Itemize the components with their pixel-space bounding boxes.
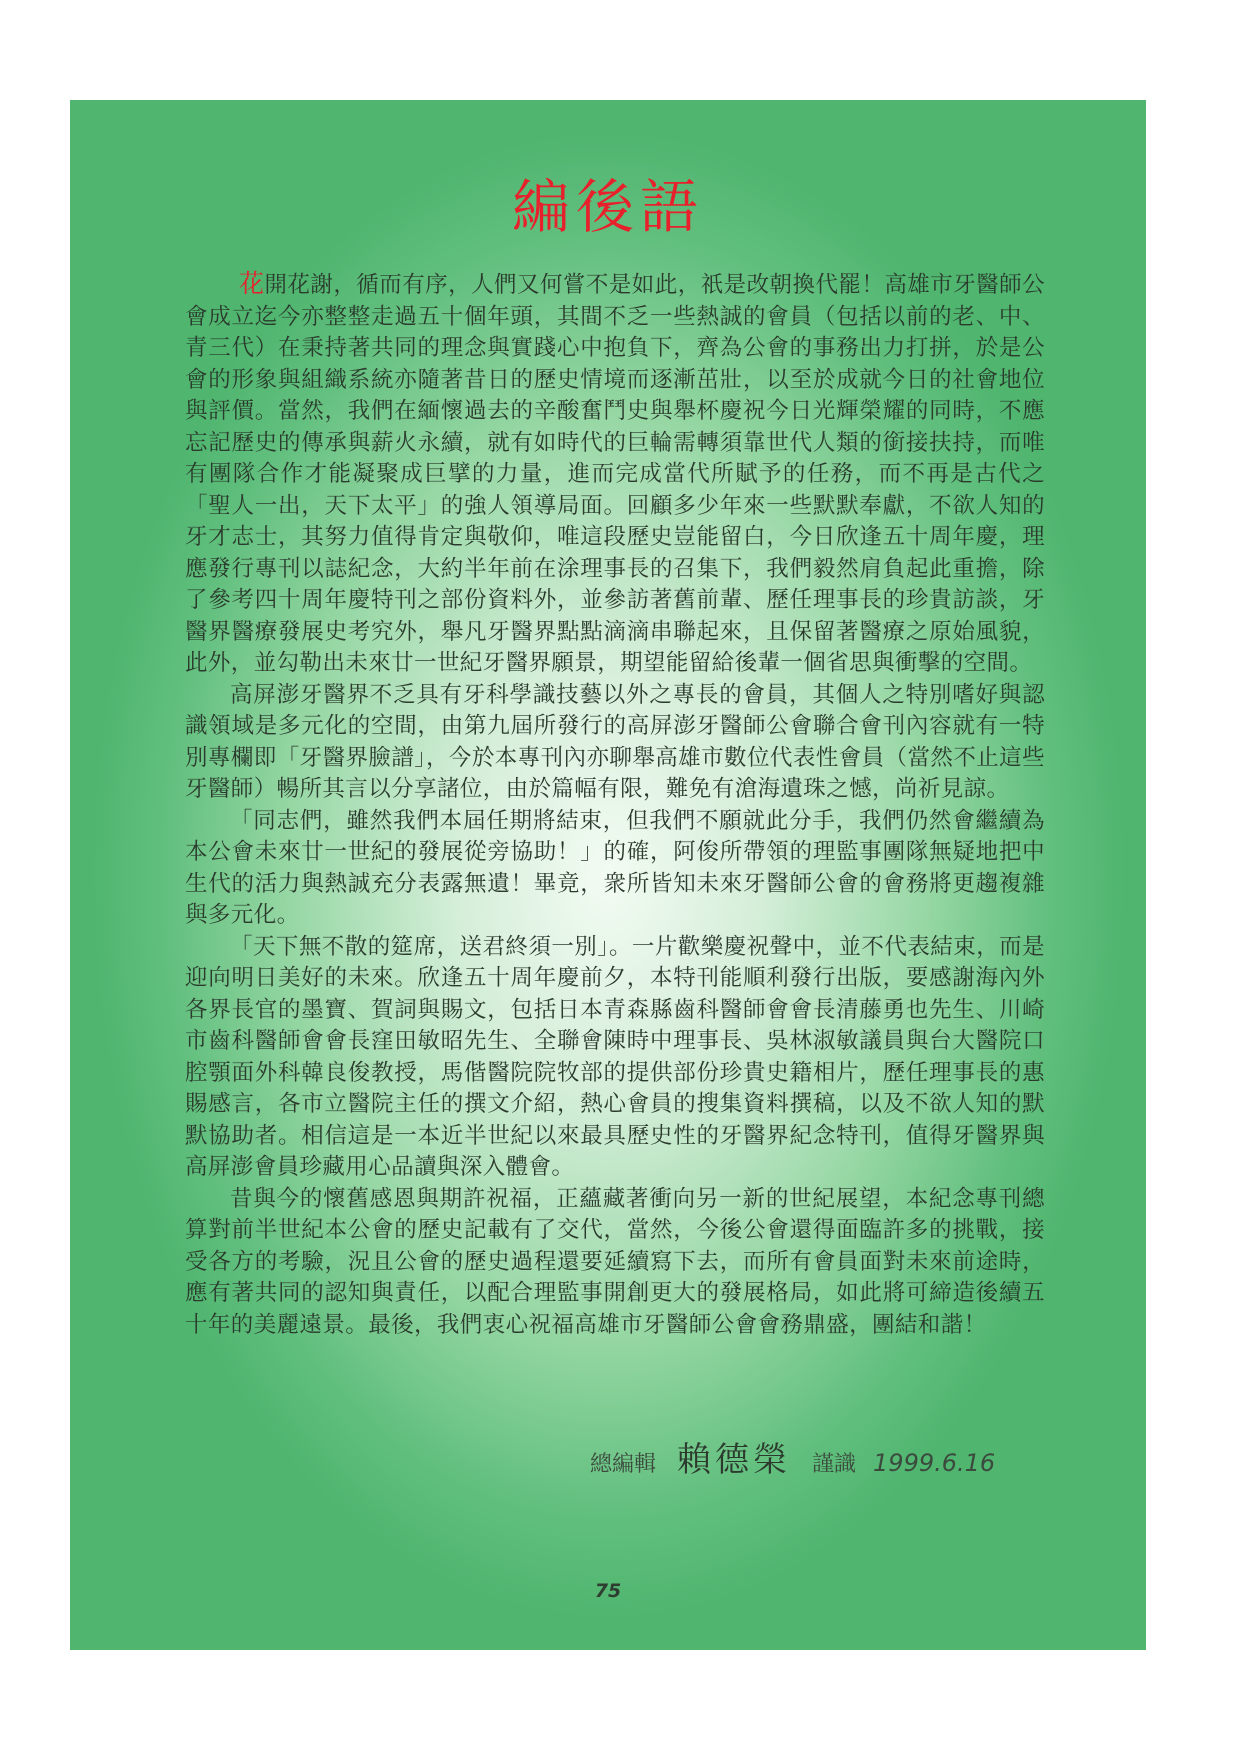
- signature-line: [590, 1432, 995, 1481]
- paragraph-2: 高屏澎牙醫界不乏具有牙科學識技藝以外之專長的會員，其個人之特別嗜好與認識領域是多元化的空間，由第九屆所發行的高屏澎牙醫師公會聯合會刊內容就有一特別專欄即「牙醫界臉譜」，今於本專刊內亦聊舉高雄市數位代表性會員（當然不止這些牙醫師）暢所其言以分享諸位，由於篇幅有限，難免有滄海遺珠之憾，尚祈見諒。: [185, 681, 1045, 802]
- page-title: 編後語: [511, 173, 704, 241]
- paragraph-1: [185, 268, 1045, 680]
- drop-cap: 花: [239, 269, 265, 298]
- signature-role: 總編輯: [590, 1452, 657, 1477]
- page-number: 75: [594, 1580, 622, 1602]
- signature-date: 1999.6.16: [873, 1449, 996, 1477]
- green-page-panel: [70, 100, 1146, 1650]
- signature-name: 賴德榮: [677, 1440, 792, 1480]
- paragraph-1-text: 開花謝，循而有序，人們又何嘗不是如此，祇是改朝換代罷！高雄市牙醫師公會成立迄今亦整整走過五十個年頭，其間不乏一些熱誠的會員（包括以前的老、中、青三代）在秉持著共同的理念與實踐心中抱負下，齊為公會的事務出力打拼，於是公會的形象與組織系統亦隨著昔日的歷史情境而逐漸茁壯，以至於成就今日的社會地位與評價。當然，我們在緬懷過去的辛酸奮鬥史與舉杯慶祝今日光輝榮耀的同時，不應忘記歷史的傳承與薪火永續，就有如時代的巨輪需轉須靠世代人類的銜接扶持，而唯有團隊合作才能凝聚成巨擘的力量，進而完成當代所賦予的任務，而不再是古代之「聖人一出，天下太平」的強人領導局面。回顧多少年來一些默默奉獻，不欲人知的牙才志士，其努力值得肯定與敬仰，唯這段歷史豈能留白，今日欣逢五十周年慶，理應發行專刊以誌紀念，大約半年前在涂理事長的召集下，我們毅然肩負起此重擔，除了參考四十周年慶特刊之部份資料外，並參訪著舊前輩、歷任理事長的珍貴訪談，牙醫界醫療發展史考究外，舉凡牙醫界點點滴滴串聯起來，且保留著醫療之原始風貌，此外，並勾勒出未來廿一世紀牙醫界願景，期望能留給後輩一個省思與衝擊的空間。: [185, 272, 1045, 676]
- article-body: [185, 268, 1045, 1341]
- paragraph-5: 昔與今的懷舊感恩與期許祝福，正蘊藏著衝向另一新的世紀展望，本紀念專刊總算對前半世紀本公會的歷史記載有了交代，當然，今後公會還得面臨許多的挑戰，接受各方的考驗，況且公會的歷史過程還要延續寫下去，而所有會員面對未來前途時，應有著共同的認知與責任，以配合理監事開創更大的發展格局，如此將可締造後續五十年的美麗遠景。最後，我們衷心祝福高雄市牙醫師公會會務鼎盛，團結和諧！: [185, 1185, 1045, 1338]
- paragraph-4: 「天下無不散的筵席，送君終須一別」。一片歡樂慶祝聲中，並不代表結束，而是迎向明日美好的未來。欣逢五十周年慶前夕，本特刊能順利發行出版，要感謝海內外各界長官的墨寶、賀詞與賜文，包括日本青森縣齒科醫師會會長清藤勇也先生、川崎市齒科醫師會會長窪田敏昭先生、全聯會陳時中理事長、吳林淑敏議員與台大醫院口腔顎面外科韓良俊教授，馬偕醫院院牧部的提供部份珍貴史籍相片，歷任理事長的惠賜感言，各市立醫院主任的撰文介紹，熱心會員的搜集資料撰稿，以及不欲人知的默默協助者。相信這是一本近半世紀以來最具歷史性的牙醫界紀念特刊，值得牙醫界與高屏澎會員珍藏用心品讀與深入體會。: [185, 933, 1045, 1180]
- paragraph-3: 「同志們，雖然我們本屆任期將結束，但我們不願就此分手，我們仍然會繼續為本公會未來廿一世紀的發展從旁協助！」的確，阿俊所帶領的理監事團隊無疑地把中生代的活力與熱誠充分表露無遺！畢竟，衆所皆知未來牙醫師公會的會務將更趨複雜與多元化。: [185, 807, 1045, 928]
- signature-closing: 謹識: [812, 1452, 857, 1477]
